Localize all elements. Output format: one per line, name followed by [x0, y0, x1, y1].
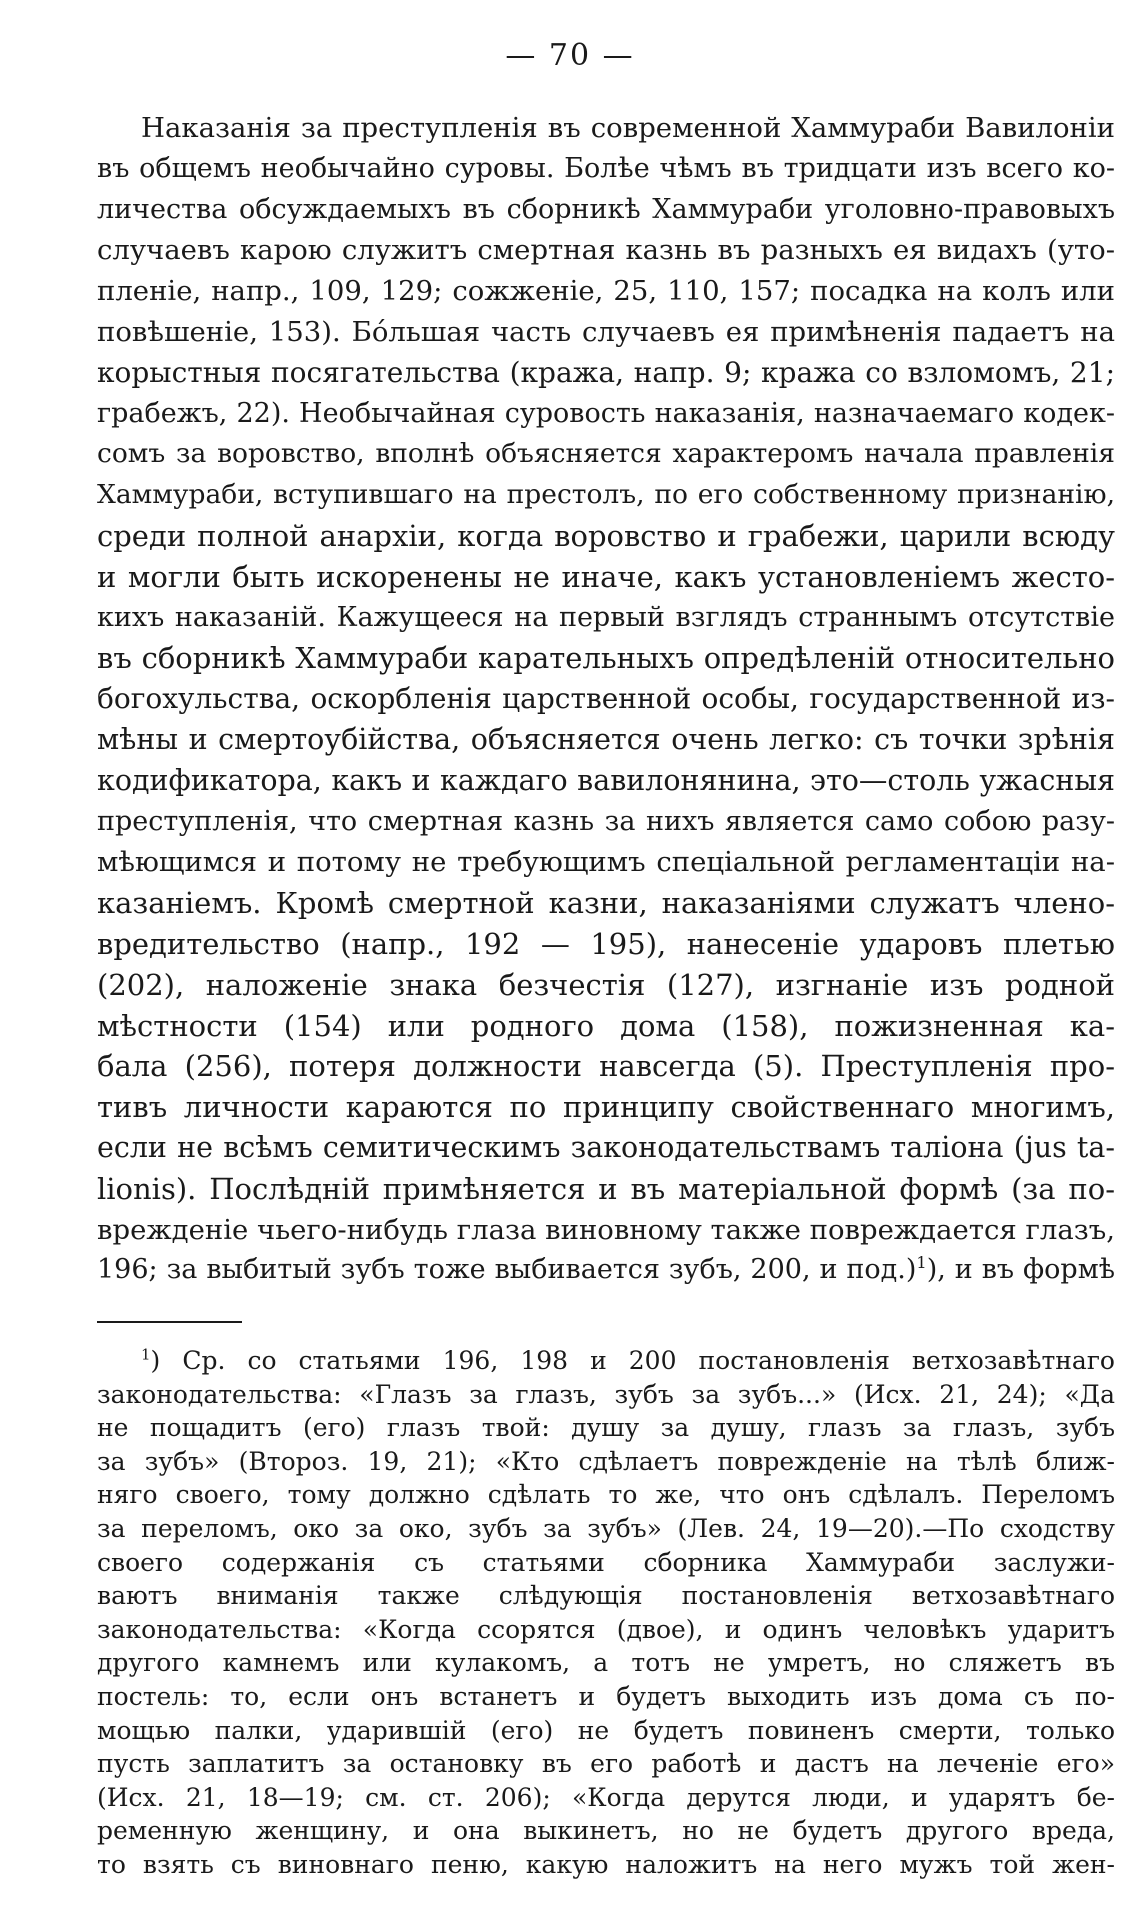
footnote-line: то взять съ виновнаго пеню, какую наложитъ на него мужъ той жен- [97, 1849, 1115, 1879]
body-line: Наказанія за преступленія въ современной Хаммураби Вавилоніи [141, 112, 1115, 144]
footnote-line [97, 1344, 1115, 1378]
body-line: тивъ личности караются по принципу свойственнаго многимъ, [97, 1090, 1115, 1125]
body-line: и могли быть искоренены не иначе, какъ установленіемъ жесто- [97, 559, 1115, 594]
footnote-reference[interactable]: 1 [916, 1253, 927, 1273]
body-line: мѣны и смертоубійства, объясняется очень легко: съ точки зрѣнія [97, 722, 1115, 756]
body-line: преступленія, что смертная казнь за нихъ является само собою разу- [97, 805, 1115, 837]
page-number: — 70 — [505, 38, 635, 73]
body-text [97, 108, 1115, 1291]
footnote-marker: 1 [141, 1345, 151, 1364]
footnote-line: за переломъ, око за око, зубъ за зубъ» (Лев. 24, 19—20).—По сходству [97, 1513, 1115, 1543]
body-line: богохульства, оскорбленія царственной особы, государственной из- [97, 682, 1115, 716]
body-line: (202), наложеніе знака безчестія (127), изгнаніе изъ родной [97, 967, 1115, 1002]
body-line: мѣстности (154) или родного дома (158), пожизненная ка- [97, 1008, 1115, 1043]
body-line: повѣшеніе, 153). Бо́льшая часть случаевъ ея примѣненія падаетъ на [97, 315, 1115, 348]
body-line-part: 196; за выбитый зубъ тоже выбивается зубъ, 200, и под.) [97, 1254, 917, 1286]
body-line: случаевъ карою служитъ смертная казнь въ разныхъ ея видахъ (уто- [97, 234, 1115, 267]
body-line: пленіе, напр., 109, 129; сожженіе, 25, 110, 157; посадка на колъ или [97, 275, 1115, 308]
footnote-line: пусть заплатитъ за остановку въ его работѣ и дастъ на леченіе его» [97, 1749, 1115, 1779]
footnote-line: законодательства: «Глазъ за глазъ, зубъ за зубъ...» (Исх. 21, 24); «Да [97, 1379, 1115, 1409]
footnote-line: законодательства: «Когда ссорятся (двое), и одинъ человѣкъ ударитъ [97, 1614, 1115, 1644]
body-line: врежденіе чьего-нибудь глаза виновному также повреждается глазъ, [97, 1213, 1115, 1246]
footnote-line: (Исх. 21, 18—19; см. ст. 206); «Когда дерутся люди, и ударятъ бе- [97, 1782, 1115, 1812]
body-line-with-footnote-ref [97, 1250, 1115, 1291]
body-line: кодификатора, какъ и каждаго вавилонянина, это—столь ужасныя [97, 763, 1115, 797]
body-line: среди полной анархіи, когда воровство и грабежи, царили всюду [97, 518, 1115, 553]
footnote-separator [97, 1321, 242, 1323]
footnote-line-part: ) Ср. со статьями 196, 198 и 200 постановленія ветхозавѣтнаго [150, 1346, 1115, 1375]
footnote-line: ваютъ вниманія также слѣдующія постановленія ветхозавѣтнаго [97, 1581, 1115, 1611]
footnote-line: своего содержанія съ статьями сборника Хаммураби заслужи- [97, 1547, 1115, 1577]
body-line: бала (256), потеря должности навсегда (5). Преступленія про- [97, 1049, 1115, 1084]
body-line: кихъ наказаній. Кажущееся на первый взглядъ страннымъ отсутствіе [97, 601, 1115, 633]
footnote-line: няго своего, тому должно сдѣлать то же, что онъ сдѣлалъ. Переломъ [97, 1480, 1115, 1510]
body-line: личества обсуждаемыхъ въ сборникѣ Хаммураби уголовно-правовыхъ [97, 193, 1115, 225]
body-line: въ сборникѣ Хаммураби карательныхъ опредѣленій относительно [97, 641, 1115, 676]
footnote-line: постель: то, если онъ встанетъ и будетъ выходить изъ дома съ по- [97, 1681, 1115, 1711]
body-line: въ общемъ необычайно суровы. Болѣе чѣмъ въ тридцати изъ всего ко- [97, 152, 1115, 184]
footnote-line: мощью палки, ударившій (его) не будетъ повиненъ смерти, только [97, 1715, 1115, 1745]
footnote-line: за зубъ» (Второз. 19, 21); «Кто сдѣлаетъ поврежденіе на тѣлѣ ближ- [97, 1446, 1115, 1476]
body-line: корыстныя посягательства (кража, напр. 9; кража со взломомъ, 21; [97, 355, 1115, 389]
footnote-line: ременную женщину, и она выкинетъ, но не будетъ другого вреда, [97, 1816, 1115, 1846]
footnote [97, 1344, 1115, 1882]
body-line: lionis). Послѣдній примѣняется и въ матеріальной формѣ (за по- [97, 1171, 1115, 1206]
body-line: вредительство (напр., 192 — 195), нанесеніе ударовъ плетью [97, 926, 1115, 961]
body-line-part: ), и въ формѣ [926, 1254, 1115, 1286]
footnote-line: другого камнемъ или кулакомъ, а тотъ не умретъ, но сляжетъ въ [97, 1648, 1115, 1678]
body-line: Хаммураби, вступившаго на престолъ, по его собственному признанію, [97, 479, 1115, 511]
footnote-line: не пощадитъ (его) глазъ твой: душу за душу, глазъ за глазъ, зубъ [97, 1413, 1115, 1443]
body-line: если не всѣмъ семитическимъ законодательствамъ таліона (jus ta- [97, 1130, 1115, 1164]
body-line: сомъ за воровство, вполнѣ объясняется характеромъ начала правленія [97, 438, 1115, 470]
body-line: казаніемъ. Кромѣ смертной казни, наказаніями служатъ члено- [97, 886, 1115, 921]
body-line: грабежъ, 22). Необычайная суровость наказанія, назначаемаго кодек- [97, 397, 1115, 429]
body-line: мѣющимся и потому не требующимъ спеціальной регламентаціи на- [97, 846, 1115, 879]
